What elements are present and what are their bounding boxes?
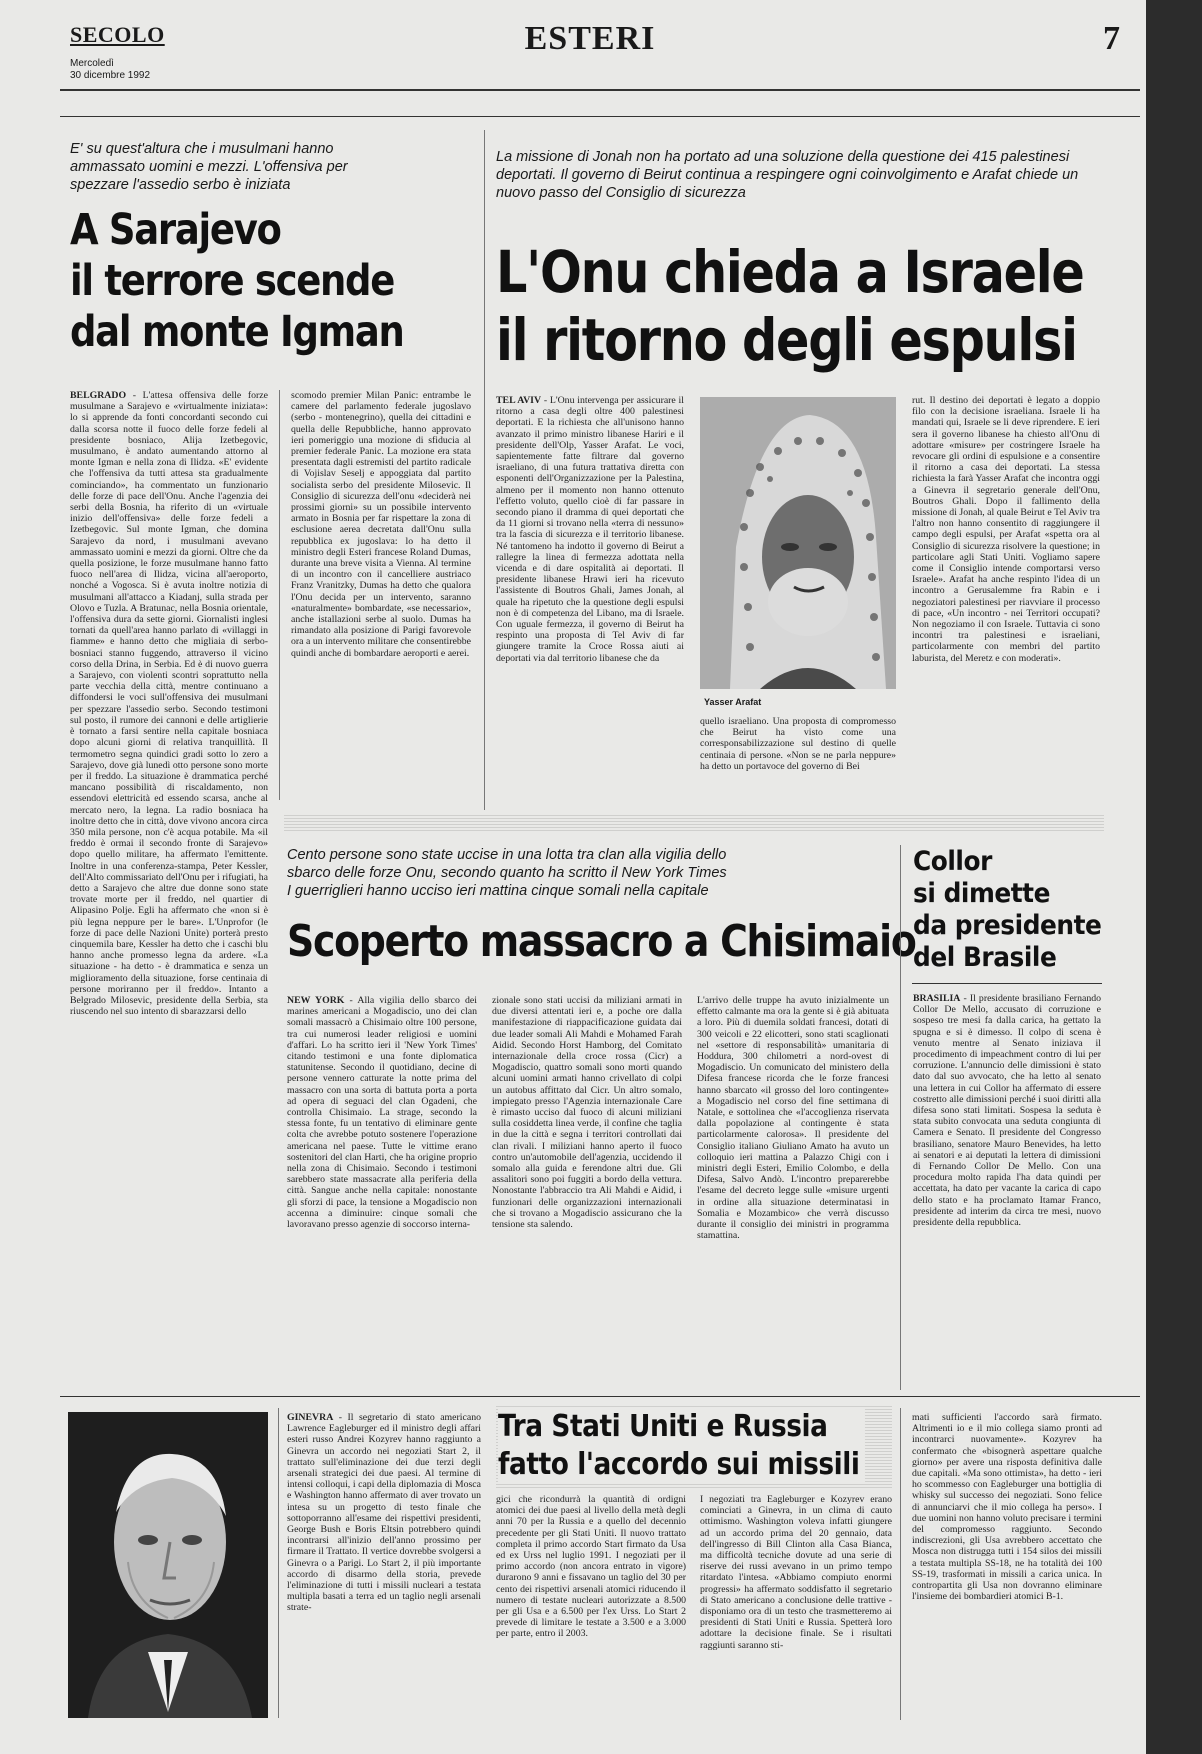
- collor-headline-line: si dimette: [913, 878, 1050, 909]
- sarajevo-headline-line: A Sarajevo: [70, 205, 281, 255]
- collor-dateline: BRASILIA: [913, 993, 961, 1004]
- chisimaio-kicker-line: Cento persone sono state uccise in una lotta tra clan alla vigilia dello: [287, 847, 727, 863]
- sarajevo-column-1: [70, 390, 268, 1420]
- onu-column-1: [496, 395, 684, 800]
- portrait-image: [68, 1412, 268, 1718]
- missili-headline-line: fatto l'accordo sui missili: [498, 1447, 860, 1482]
- column-divider: [484, 130, 485, 810]
- onu-text: - L'Onu intervenga per assicurare il ritorno a casa degli oltre 400 palestinesi deportati. E la richiesta che all'unisono hanno avanzato il primo ministro libanese Hariri e il presidente dell'Olp, Yasser Arafat. Le voci, sapientemente fatte filtrare dal governo israeliano, di una futura trattativa diretta con esponenti dell'Organizzazione per la Palestina, almeno per il momento non hanno ottenuto l'effetto voluto, quello cioè di far passare in secondo piano il dramma di quei deportati che da 11 giorni si trovano nella «terra di nessuno» tra la fascia di sicurezza e il territorio libanese. Né tantomeno ha indotto il governo di Beirut a rallegre la linea di fermezza adottata nella vicenda e di dare ospitalità ai deportati. Il presidente libanese Hrawi ieri ha ricevuto l'assistente di Boutros Ghali, James Jonah, al quale ha ripetuto che la questione degli espulsi non è di competenza del Libano, ma di Israele. Con uguale fermezza, il governo di Beirut ha respinto una proposta di Tel Aviv di far giungere tramite la Croce Rossa aiuti ai deportati via dal territorio libanese che da: [496, 395, 684, 664]
- header-rule: [60, 89, 1140, 91]
- missili-column-1: [287, 1412, 481, 1717]
- page-edge-shadow: [1146, 0, 1202, 1754]
- missili-headline: [498, 1408, 865, 1484]
- section-title: ESTERI: [524, 20, 656, 57]
- column-divider: [278, 1408, 279, 1718]
- collor-headline-line: da presidente: [913, 910, 1102, 941]
- column-divider: [900, 1408, 901, 1720]
- chisimaio-column-3: L'arrivo delle truppe ha avuto inizialmente un effetto calmante ma ora la gente si è già abituata a loro. Più di duemila soldati francesi, dotati di 300 veicoli e 22 elicotteri, sono stati scaglionati nel «settore di responsabilità» umanitaria di Hoddura, 300 chilometri a nord-ovest di Mogadiscio. Un comunicato del ministero della Difesa francese ricorda che le forze francesi hanno sbarcato «il grosso del loro contingente» a Mogadiscio nel corso del fine settimana di Natale, e sottolinea che «l'accoglienza riservata dalla popolazione al contingente è stata particolarmente calorosa». Il presidente del Consiglio italiano Giuliano Amato ha avuto un colloquio ieri mattina a Palazzo Chigi con i ministri degli Esteri, Emilio Colombo, e della Difesa, Salvo Andò. L'incontro preparerebbe l'esame del decreto legge sulle «misure urgenti in ordine alla situazione determinatasi in Somalia e Mozambico» che verrà discusso durante il consiglio dei ministri in programma stamattina.: [697, 995, 889, 1242]
- section-divider-band: [284, 813, 1104, 831]
- issue-date: [70, 58, 220, 82]
- sarajevo-kicker: E' su quest'altura che i musulmani hanno ammassato uomini e mezzi. L'offensiva per spezzare l'assedio serbo è iniziata: [70, 141, 348, 193]
- chisimaio-headline: Scoperto massacro a Chisimaio: [287, 916, 916, 967]
- missili-headline-line: Tra Stati Uniti e Russia: [498, 1409, 828, 1444]
- onu-column-3: rut. Il destino dei deportati è legato a doppio filo con la decisione israeliana. Israele li ha mandati qui, Israele se li deve riprendere. E ieri sera il governo libanese ha chiesto all'Onu di adottare «misure» per costringere Israele ha revocare gli ordini di espulsione e a consentire il ritorno a casa dei deportati. La stessa richiesta la farà Yasser Arafat che incontra oggi a Ginevra il segretario generale dell'Onu, Boutros Ghali. Dopo il fallimento della missione di Jonah, al quale Beirut e Tel Aviv tra l'altro non hanno consentito di raggiungere il campo degli espulsi, per Arafat «spetta ora al Consiglio di sicurezza risolvere la questione; in particolare agli Stati Uniti. Vogliamo sapere come il Consiglio intende comportarsi verso Israele». Arafat ha anche respinto l'idea di un incontro a Gerusalemme fra Rabin e i negoziatori palestinesi per riavviare il processo di pace, «Un incontro - nei Territori occupati? Non negoziamo il con Israele. Tuttavia ci sono incontri tra palestinesi e israeliani, particolarmente con membri del partito laburista, del Meretz e con moderati».: [912, 395, 1100, 664]
- collor-rule: [912, 983, 1102, 984]
- masthead: SECOLO: [70, 22, 165, 47]
- collor-text: - Il presidente brasiliano Fernando Collor De Mello, accusato di corruzione e sospeso tre mesi fa dalla carica, ha gettato la spugna e si è dimesso. Il colpo di scena è venuto mentre al Senato iniziava il procedimento di impeachment contro di lui per corruzione. L'annuncio delle dimissioni è stato dato dal suo avvocato, che ha letto al senato una lettera in cui Collor ha affermato di essere costretto alle dimissioni perché i suoi diritti alla difesa sono stati limitati. Sospesa la seduta è stata subito convocata una seduta congiunta di Camera e Senato. Il presidente del Congresso brasiliano, senatore Mauro Benevides, ha letto ai senatori e ai deputati la lettera di dimissioni di Fernando Collor De Mello. Con una procedura molto rapida l'ha data quindi per accettata, ha dato per vacante la carica di capo dello stato e ha proclamato Itamar Franco, presidente ad interim da circa tre mesi, nuovo presidente della repubblica.: [913, 993, 1101, 1229]
- missili-column-4: mati sufficienti l'accordo sarà firmato. Altrimenti io e il mio collega siamo pronti ad incontrarci nuovamente». Kozyrev ha confermato che «bisognerà aspettare qualche giorno» per avere una risposta definitiva dalle due capitali. «Ma sono ottimista», ha detto - ieri ho scommesso con Eagleburger una bottiglia di whisky sul successo dei negoziati. Sono felice di annunciarvi che il mio collega ha perso». I due uomini non hanno voluto precisare i termini del compromesso raggiunto. Secondo indiscrezioni, gli Usa avrebbero accettato che Mosca non distrugga tutti i 154 silos dei missili a testata multipla SS-18, ne ha totalità dei 100 SS-19, trasformati in missili a carica unica. In contropartita gli Usa non dovranno eliminare l'insieme dei bombardieri atomici B-1.: [912, 1412, 1102, 1603]
- chisimaio-dateline: NEW YORK: [287, 995, 345, 1006]
- sarajevo-dateline: BELGRADO: [70, 390, 127, 401]
- onu-dateline: TEL AVIV: [496, 395, 542, 406]
- missili-dateline: GINEVRA: [287, 1412, 334, 1423]
- onu-kicker: La missione di Jonah non ha portato ad una soluzione della questione dei 415 palestinesi deportati. Il governo di Beirut continua a respingere ogni coinvolgimento e Arafat chiede un nuovo passo del Consiglio di sicurezza: [496, 149, 1079, 201]
- onu-headline-line: L'Onu chieda a Israele: [496, 238, 1084, 306]
- arafat-portrait-image: [700, 397, 896, 689]
- top-rule: [60, 116, 1140, 117]
- chisimaio-kicker-line: sbarco delle forze Onu, secondo quanto ha scritto il New York Times: [287, 865, 727, 881]
- sarajevo-headline: [70, 205, 404, 358]
- chisimaio-column-2: zionale sono stati uccisi da miliziani armati in due diversi attentati ieri e, a poche ore dalla manifestazione di riappacificazione guidata dai due leader somali Ali Mahdi e Mohamed Farah Aidid. Secondo Horst Hamborg, del Comitato internazionale della croce rossa (Cicr) a Mogadiscio, quattro somali sono morti quando alcuni uomini armati hanno crivellato di colpi un autobus affittato dal Cicr. Un altro somalo, impiegato presso l'Agenzia internazionale Care è rimasto ucciso dal fuoco di alcuni miliziani sulla cosiddetta linea verde, il confine che taglia in due la città e segna i territori controllati dai clan rivali. I miliziani hanno aperto il fuoco contro un'automobile dell'agenzia, uccidendo il somalo alla guida e ferendone altri due. Gli assalitori sono poi fuggiti a bordo della vettura. Nonostante l'abbraccio tra Ali Mahdi e Aidid, i funzionari delle organizzazioni internazionali che si trovano a Mogadiscio assicurano che la tensione sta salendo.: [492, 995, 682, 1231]
- issue-weekday: Mercoledì: [70, 58, 114, 69]
- chisimaio-text: - Alla vigilia dello sbarco dei marines americani a Mogadiscio, uno dei clan somali massacrò a Chisimaio oltre 100 persone, tra cui numerosi leader religiosi e uomini d'affari. Lo ha scritto ieri il 'New York Times' citando testimoni e una fonte diplomatica statunitense. Secondo il quotidiano, decine di persone vennero catturate la notte prima del massacro con una sorta di battuta porta a porta ad opera di seguaci del clan Ogadeni, che controlla Chisimaio. La strage, secondo la stessa fonte, fu un tentativo di eliminare gente colta che avrebbe potuto sostenere l'operazione americana nel paese. Tutte le vittime erano sostenitori del clan Harti, che ha origine proprio nella zona di Chisimaio. Secondo i testimoni sarebbero state massacrate alla periferia della città. Sangue anche nella capitale: nonostante gli sforzi di pace, la tensione a Mogadiscio non accenna a diminuire: cinque somali che lavoravano presso agenzie di soccorso interna-: [287, 995, 477, 1231]
- sarajevo-column-2: scomodo premier Milan Panic: entrambe le camere del parlamento federale jugoslavo (serbo - montenegrino), quella dei cittadini e quella delle Repubbliche, hanno approvato ieri pomeriggio una mozione di sfiducia al premier federale Panic. La mozione era stata presentata dagli estremisti del partito radicale di Vojislav Seselj e appoggiata dal partito socialista serbo del presidente Milosevic. Il Consiglio di sicurezza dell'onu «deciderà nei prossimi giorni» su un possibile intervento armato in Bosnia per far rispettare la zona di esclusione aerea decretata dall'Onu sulla repubblica ex jugoslava: lo ha detto il ministro degli Esteri francese Roland Dumas, durante una breve visita a Vienna. Al termine di un incontro con il cancelliere austriaco Franz Vranitzky, Dumas ha detto che qualora l'Onu decida per un intervento, saranno «naturalmente» bombardate, «se necessario», anche istallazioni serbe al suolo. Dumas ha rimandato alla posizione di Parigi favorevole ora a un intervento militare che consentirebbe quindi anche di bombardare aeroporti e aerei.: [291, 390, 471, 659]
- chisimaio-column-1: [287, 995, 477, 1387]
- collor-headline-line: Collor: [913, 846, 992, 877]
- sarajevo-text: - L'attesa offensiva delle forze musulmane a Sarajevo e «virtualmente iniziata»: lo si apprende da fonti concordanti secondo cui dalla scorsa notte il fuoco delle forze fedeli al presidente bosniaco, Alija Izetbegovic, musulmano, è andato aumentando attorno al monte Igman e nella zona di Ilidza. «E' evidente che l'offensiva da tutti attesa sta gradualmente cominciando», ha commentato un funzionario delle forze di pace dell'Onu. Anche l'agenzia dei serbi della Bosnia, ha riferito di un «virtuale inizio dell'offensiva» delle forze fedeli a Izetbegovic. Sul monte Igman, che domina Sarajevo da nord, i musulmani avevano ammassato uomini e mezzi da giorni. Oltre che da quella posizione, le forze musulmane hanno fatto fuoco nell'area di Ilidza, vicina all'aeroporto, nonché a Vogosca. Si è avuta inoltre notizia di musulmani all'attacco a Kiadanj, sulla strada per Olovo e Tuzla. A Bratunac, nella Bosnia orientale, l'offensiva dura da sette giorni. Giornalisti inglesi tornati da quell'area hanno parlato di «villaggi in fiamme» e hanno detto che migliaia di serbo-bosniaci stanno fuggendo, attraverso il vicino corso della Drina, in Serbia. Ed è di nuovo guerra a Sarajevo, con violenti scontri soprattutto nella parte vecchia della città, mentre continuano a diffondersi le voci sull'offensiva dei musulmani per spezzare l'assedio serbo. Secondo testimoni sul posto, il rumore dei cannoni e delle artiglierie è tornato a farsi sentire nella capitale bosniaca dopo alcuni giorni di relativa tranquillità. Il termometro segna quindici gradi sotto lo zero a Sarajevo, dove già lunedì otto persone sono morte per il freddo. La situazione è drammatica perché mancano possibilità di riscaldamento, non essendovi elettricità ed essendo scarsa, anche al mercato nero, la legna. La radio bosniaca ha inoltre detto che in città, dove vivono ancora circa 350 mila persone, non c'è acqua potabile. Ma «il freddo è ormai il secondo fronte di Sarajevo» dopo quello militare, ha affermato l'emittente. Inoltre in una conferenza-stampa, Peter Kessler, dell'Alto commissariato dell'Onu per i rifugiati, ha detto a Sarajevo che altre due donne sono state trovate morte per il freddo, nel quartier di Alipasino Polje. Egli ha affermato che «non si è più legna neppure per le bare». L'Unprofor (le forze di pace delle Nazioni Unite) porterà presto cinquemila bare, Kessler ha detto che i caschi blu hanno anche promesso legna da ardere. «La situazione - ha detto - è drammatica e senza un miglioramento della situazione, forse centinaia di persone moriranno per il freddo». Intanto a Belgrado Milosevic, presidente della Serbia, sta riuscendo nel suo intento di sbarazzarsi dello: [70, 390, 268, 1018]
- onu-column-2: quello israeliano. Una proposta di compromesso che Beirut ha visto come una corresponsabilizzazione sul destino di quelle centinaia di persone. «Non se ne parla neppure» ha detto un portavoce del governo di Bei: [700, 716, 896, 772]
- page-number: 7: [1103, 20, 1120, 57]
- arafat-photo-caption: Yasser Arafat: [704, 697, 762, 707]
- column-divider: [900, 845, 901, 1390]
- bottom-section-rule: [60, 1396, 1140, 1397]
- onu-headline-line: il ritorno degli espulsi: [496, 306, 1077, 374]
- onu-headline: [496, 238, 1084, 374]
- sarajevo-headline-line: il terrore scende: [70, 256, 395, 306]
- eagleburger-photo: [68, 1412, 268, 1718]
- sarajevo-headline-line: dal monte Igman: [70, 307, 404, 357]
- missili-text: - Il segretario di stato americano Lawrence Eagleburger ed il ministro degli affari esteri russo Andrei Kozyrev hanno raggiunto a Ginevra un accordo nei negoziati Start 2, il trattato sull'eliminazione dei due terzi degli arsenali strategici dei due paesi. Al termine di intensi colloqui, i capi della diplomazia di Mosca e Washington hanno affermato di aver trovato un intesa su un progetto di testo finale che sottoporranno all'esame dei rispettivi presidenti, George Bush e Boris Eltsin potrebbero quindi incontrarsi all'inizio dell'anno prossimo per firmare il Trattato. Il vertice dovrebbe svolgersi a Ginevra o a Parigi. Lo Start 2, il più importante accordo di disarmo della storia, prevede l'eliminazione di tutti i missili nucleari a testata multipla basati a terra ed un taglio negli arsenali strate-: [287, 1412, 481, 1614]
- arafat-photo: [700, 397, 896, 689]
- column-divider: [279, 390, 280, 800]
- missili-column-2: gici che ricondurrà la quantità di ordigni atomici dei due paesi al livello della metà degli anni 70 per la Russia e a quello del decennio precedente per gli Stati Uniti. Il nuovo trattato completa il primo accordo Start firmato da Usa ed ex Urss nel luglio 1991. I negoziati per il primo accordo (non ancora entrato in vigore) durarono 9 anni e fissavano un taglio del 30 per cento dei rispettivi arsenali atomici riducendo il numero di testate nucleari autorizzate a 8.500 per gli Usa e a 6.500 per l'ex Urss. Lo Start 2 prevede di limitare le testate a 3.500 e a 3.000 per parte, entro il 2003.: [496, 1494, 686, 1640]
- collor-headline-line: del Brasile: [913, 942, 1057, 973]
- missili-column-3: I negoziati tra Eagleburger e Kozyrev erano cominciati a Ginevra, in un clima di cauto ottimismo. Washington voleva infatti giungere ad un accordo prima del 20 gennaio, data dell'ingresso di Bill Clinton alla Casa Bianca, ma difficoltà tecniche dovute ad una serie di riserve dei russi avevano in un primo tempo ritardato l'intesa. «Abbiamo compiuto enormi progressi» ha affermato soddisfatto il segretario di Stato americano a conclusione delle trattive - disponiamo ora di un testo che trasmetteremo ai presidenti di Stati Uniti e Russia. Spetterà loro adottare la decisione finale. Se i risultati raggiunti saranno sti-: [700, 1494, 892, 1651]
- collor-headline: [913, 846, 1101, 974]
- issue-day: 30 dicembre 1992: [70, 70, 151, 81]
- chisimaio-kicker-line: I guerriglieri hanno ucciso ieri mattina cinque somali nella capitale: [287, 883, 709, 899]
- collor-text-column: [913, 993, 1101, 1387]
- chisimaio-kicker: [287, 846, 887, 900]
